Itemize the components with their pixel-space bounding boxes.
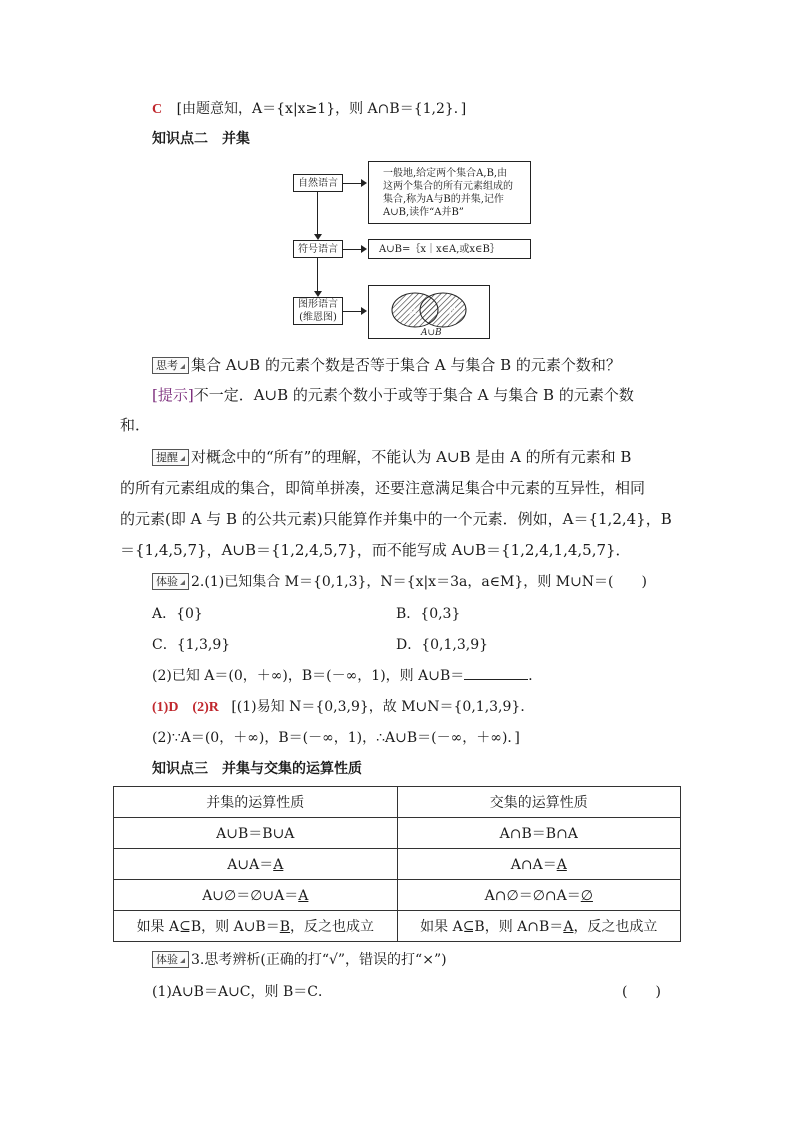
symbol-language-label: 符号语言 — [293, 240, 343, 258]
arrow-down-icon — [314, 291, 322, 297]
table-header-row — [114, 787, 681, 818]
table-cell: A∪∅＝∅∪A＝A — [114, 880, 398, 911]
hint-line-2: 和． — [120, 416, 151, 434]
properties-table — [113, 786, 681, 942]
remind-tag: 提醒 — [152, 449, 189, 466]
exp3-item-1: (1)A∪B＝A∪C，则 B＝C． — [152, 984, 332, 1000]
answer-line — [152, 98, 466, 118]
natural-language-definition: 一般地,给定两个集合A,B,由这两个集合的所有元素组成的集合,称为A与B的并集,记作A∪B,读作“A并B” — [368, 161, 531, 224]
table-cell: 如果 A⊆B，则 A∪B＝B，反之也成立 — [114, 911, 398, 942]
remind-line-3: 的元素(即 A 与 B 的公共元素)只能算作并集中的一个元素．例如，A＝{1,2,4}，B — [120, 510, 672, 528]
exp3-answer-paren: ( ) — [622, 984, 661, 1000]
table-cell: A∪B＝B∪A — [114, 818, 398, 849]
table-cell: 如果 A⊆B，则 A∩B＝A，反之也成立 — [397, 911, 680, 942]
remind-line-2: 的所有元素组成的集合，即简单拼凑，还要注意满足集合中元素的互异性，相同 — [120, 479, 646, 497]
table-row — [114, 818, 681, 849]
section-title-2: 知识点二 并集 — [152, 131, 250, 147]
table-cell: A∩A＝A — [397, 849, 680, 880]
connector-line — [343, 311, 361, 312]
option-a: A．{0} — [152, 606, 203, 622]
exp2-q1-text: 2.(1)已知集合 M＝{0,1,3}，N＝{x|x＝3a，a∈M}，则 M∪N＝( ) — [191, 574, 647, 590]
think-tag: 思考 — [152, 357, 189, 374]
exp2-q2-end: ． — [528, 668, 543, 684]
table-row — [114, 911, 681, 942]
exp2-tag: 体验 — [152, 573, 189, 590]
venn-diagram — [369, 286, 489, 338]
option-d: D．{0,1,3,9} — [396, 637, 489, 653]
answer-letter: C — [152, 102, 163, 117]
connector-line — [317, 258, 318, 291]
connector-line — [343, 249, 361, 250]
connector-line — [343, 183, 361, 184]
table-header: 交集的运算性质 — [397, 787, 680, 818]
arrow-right-icon — [361, 245, 367, 253]
hint-line-1 — [152, 384, 634, 405]
table-cell: A∩B＝B∩A — [397, 818, 680, 849]
exp2-answer-label: (1)D (2)R — [152, 700, 219, 715]
hint-tag: [提示] — [152, 386, 194, 404]
venn-caption: A∪B — [421, 328, 442, 338]
table-row — [114, 880, 681, 911]
exp3-tag: 体验 — [152, 951, 189, 968]
section-title-3: 知识点三 并集与交集的运算性质 — [152, 761, 362, 777]
think-line — [152, 354, 621, 375]
exp3-q-text: 3.思考辨析(正确的打“√”，错误的打“×”) — [191, 952, 447, 968]
arrow-down-icon — [314, 234, 322, 240]
answer-explanation: [由题意知，A＝{x|x≥1}，则 A∩B＝{1,2}．] — [176, 101, 467, 117]
table-cell: A∩∅＝∅∩A＝∅ — [397, 880, 680, 911]
table-row — [114, 849, 681, 880]
hint-text: 不一定．A∪B 的元素个数小于或等于集合 A 与集合 B 的元素个数 — [193, 386, 634, 404]
venn-diagram-box — [368, 285, 490, 339]
exp2-q2-text: (2)已知 A＝(0，＋∞)，B＝(－∞，1)，则 A∪B＝ — [152, 668, 465, 684]
remind-line-1 — [152, 446, 631, 467]
exp2-question-2 — [152, 665, 542, 685]
exp2-answer-text: [(1)易知 N＝{0,3,9}，故 M∪N＝{0,1,3,9}． — [231, 699, 535, 715]
venn-label-b: B — [449, 307, 456, 317]
exp3-question — [152, 949, 447, 969]
option-c: C．{1,3,9} — [152, 637, 231, 653]
answer-blank — [464, 667, 528, 680]
table-header: 并集的运算性质 — [114, 787, 398, 818]
connector-line — [317, 192, 318, 234]
arrow-right-icon — [361, 179, 367, 187]
symbol-language-definition: A∪B=｛x｜x∈A,或x∈B｝ — [368, 239, 531, 259]
arrow-right-icon — [361, 307, 367, 315]
graph-language-label: 图形语言(维恩图) — [293, 297, 343, 325]
think-text: 集合 A∪B 的元素个数是否等于集合 A 与集合 B 的元素个数和？ — [191, 356, 621, 374]
exp2-answer-2: (2)∵A＝(0，＋∞)，B＝(－∞，1)，∴A∪B＝(－∞，＋∞)．] — [152, 730, 520, 746]
table-cell: A∪A＝A — [114, 849, 398, 880]
remind-line-4: ＝{1,4,5,7}，A∪B＝{1,2,4,5,7}，而不能写成 A∪B＝{1,2,4,1,4,5,7}． — [120, 541, 631, 559]
remind-text-1: 对概念中的“所有”的理解，不能认为 A∪B 是由 A 的所有元素和 B — [191, 448, 632, 466]
natural-language-label: 自然语言 — [293, 174, 343, 192]
option-b: B．{0,3} — [396, 606, 461, 622]
exp2-question-1 — [152, 571, 647, 591]
exp2-answer — [152, 696, 534, 716]
venn-label-a: A — [410, 307, 417, 317]
